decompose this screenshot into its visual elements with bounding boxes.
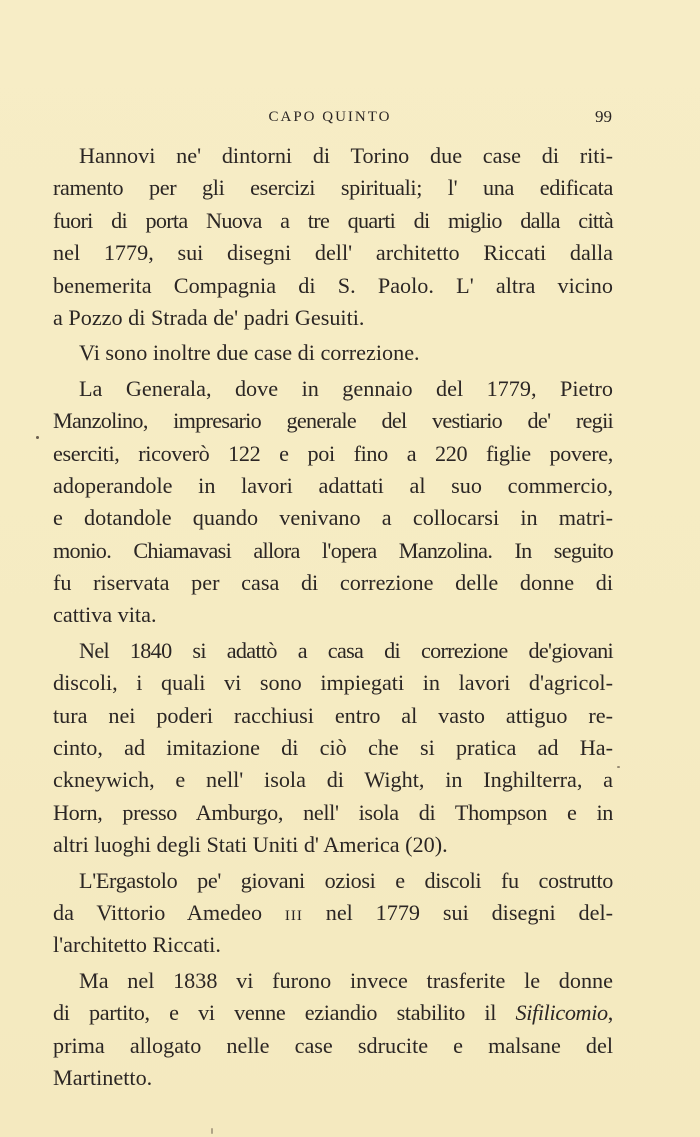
chapter-title: CAPO QUINTO [268,109,392,125]
text-line: monio. Chiamavasi allora l'opera Manzolina. In seguito [53,537,613,563]
text-line: tura nei poderi racchiusi entro al vasto attiguo re- [53,702,613,728]
paper-speck [211,1128,213,1134]
page-number: 99 [595,107,612,126]
paper-speck [617,766,620,768]
text-line: e dotandole quando venivano a collocarsi in matri- [53,505,613,531]
roman-numeral: III [284,907,303,924]
paragraph-generala [53,373,613,632]
text-line: discoli, i quali vi sono impiegati in lavori d'agricol- [53,670,613,696]
text-line [53,897,613,929]
paragraph-1838 [53,965,613,1095]
body-text [53,140,613,1097]
text-line: L'Ergastolo pe' giovani oziosi e discoli fu costrutto [79,867,613,893]
text-line: La Generala, dove in gennaio del 1779, Pietro [79,375,613,401]
paper-speck [36,436,39,439]
text-line: ramento per gli esercizi spirituali; l' una edificata [53,175,613,201]
text-line: Manzolino, impresario generale del vestiario de' regii [53,408,613,434]
text-line: Martinetto. [53,1064,153,1090]
text-line: adoperandole in lavori adattati al suo commercio, [53,472,613,498]
paragraph-correction-houses [53,337,613,369]
text-line: Horn, presso Amburgo, nell' isola di Thompson e in [53,799,613,825]
text-line: eserciti, ricoverò 122 e poi fino a 220 figlie povere, [53,440,613,466]
text-line: ckneywich, e nell' isola di Wight, in Inghilterra, a [53,767,613,793]
paragraph-retreat-houses [53,140,613,334]
text-line: cinto, ad imitazione di ciò che si pratica ad Ha- [53,735,613,761]
text-line: Nel 1840 si adattò a casa di correzione de'giovani [79,637,613,663]
text-line: l'architetto Riccati. [53,932,221,958]
text-line: fuori di porta Nuova a tre quarti di miglio dalla città [53,207,613,233]
italic-term: Sifilicomio [515,1000,608,1026]
text-line: cattiva vita. [53,602,157,628]
text-segment: di partito, e vi venne eziandio stabilito il [53,1000,497,1026]
running-head [0,106,700,128]
text-line: fu riservata per casa di correzione delle donne di [53,570,613,596]
text-segment: da Vittorio Amedeo [53,899,263,925]
text-line: benemerita Compagnia di S. Paolo. L' altra vicino [53,272,613,298]
text-line: Hannovi ne' dintorni di Torino due case di riti- [79,143,613,168]
text-segment: nel 1779 sui disegni del- [325,899,613,925]
text-line: a Pozzo di Strada de' padri Gesuiti. [53,304,365,330]
paragraph-1840 [53,635,613,862]
text-line [53,997,613,1029]
paragraph-ergastolo [53,865,613,962]
text-line: prima allogato nelle case sdrucite e malsane del [53,1032,613,1058]
text-line: Vi sono inoltre due case di correzione. [79,340,420,366]
text-line: altri luoghi degli Stati Uniti d' America (20). [53,832,448,858]
text-line: nel 1779, sui disegni dell' architetto Riccati dalla [53,240,613,266]
text-segment: , [607,1000,613,1026]
text-line: Ma nel 1838 vi furono invece trasferite le donne [79,967,613,993]
